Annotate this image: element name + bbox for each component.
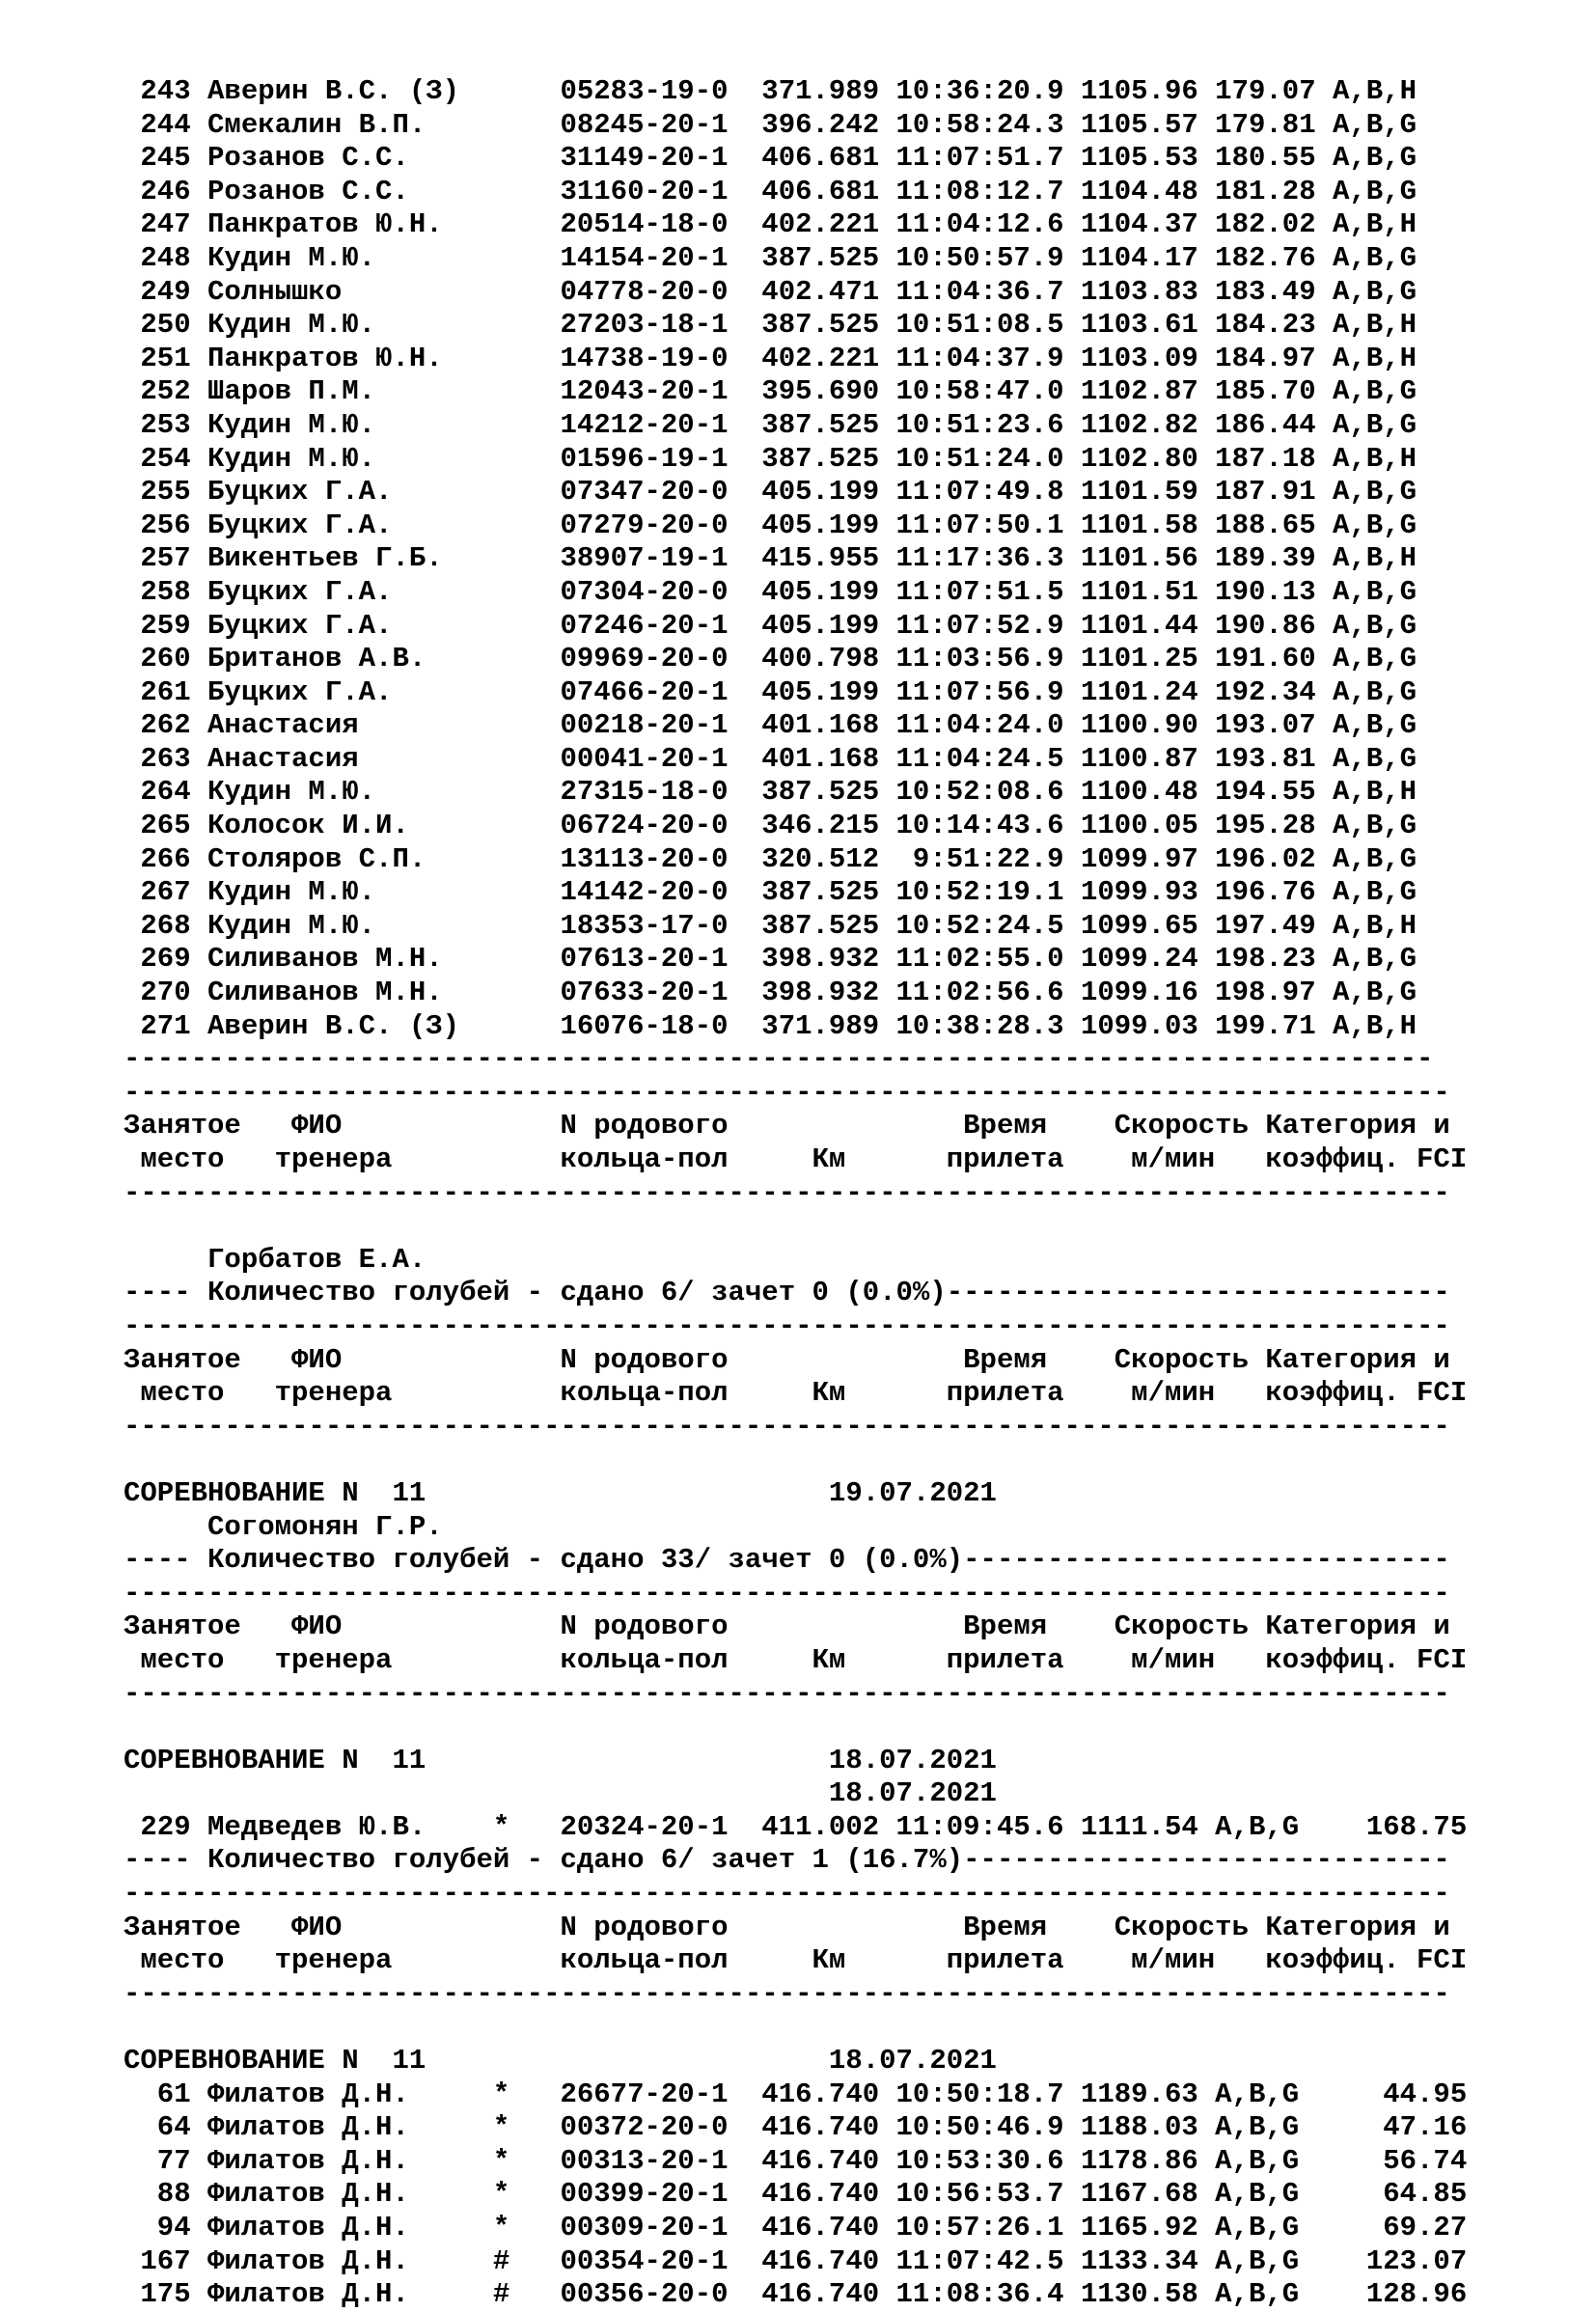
text-line: 252 Шаров П.М. 12043-20-1 395.690 10:58:47.0 1102.87 185.70 A,B,G — [124, 375, 1417, 408]
text-line: место тренера кольца-пол Км прилета м/мин коэффиц. FCI — [124, 1944, 1468, 1977]
text-line: ---- Количество голубей - сдано 33/ зачет 0 (0.0%)----------------------------- — [124, 1544, 1450, 1577]
text-line: ---- Количество голубей - сдано 6/ зачет 0 (0.0%)------------------------------ — [124, 1277, 1450, 1309]
text-line: 265 Колосок И.И. 06724-20-0 346.215 10:14:43.6 1100.05 195.28 A,B,G — [124, 810, 1417, 842]
text-line: 77 Филатов Д.Н. * 00313-20-1 416.740 10:53:30.6 1178.86 A,B,G 56.74 — [124, 2144, 1468, 2177]
text-line: 175 Филатов Д.Н. # 00356-20-0 416.740 11:08:36.4 1130.58 A,B,G 128.96 — [124, 2278, 1468, 2311]
text-line: 94 Филатов Д.Н. * 00309-20-1 416.740 10:57:26.1 1165.92 A,B,G 69.27 — [124, 2212, 1468, 2243]
text-line: 248 Кудин М.Ю. 14154-20-1 387.525 10:50:57.9 1104.17 182.76 A,B,G — [124, 241, 1417, 274]
text-line: 64 Филатов Д.Н. * 00372-20-0 416.740 10:50:46.9 1188.03 A,B,G 47.16 — [124, 2111, 1468, 2144]
text-line: ---- Количество голубей - сдано 6/ зачет 1 (16.7%)----------------------------- — [124, 1844, 1450, 1877]
text-line: 264 Кудин М.Ю. 27315-18-0 387.525 10:52:08.6 1100.48 194.55 A,B,H — [124, 776, 1417, 809]
text-line: 88 Филатов Д.Н. * 00399-20-1 416.740 10:56:53.7 1167.68 A,B,G 64.85 — [124, 2178, 1468, 2211]
text-line: Занятое ФИО N родового Время Скорость Категория и — [124, 1610, 1450, 1643]
text-line: 61 Филатов Д.Н. * 26677-20-1 416.740 10:50:18.7 1189.63 A,B,G 44.95 — [124, 2078, 1468, 2110]
text-line: ------------------------------------------------------------------------------- — [124, 1410, 1450, 1443]
text-line: 251 Панкратов Ю.Н. 14738-19-0 402.221 11:04:37.9 1103.09 184.97 A,B,H — [124, 342, 1417, 374]
text-line: место тренера кольца-пол Км прилета м/мин коэффиц. FCI — [124, 1377, 1468, 1410]
text-line: 267 Кудин М.Ю. 14142-20-0 387.525 10:52:19.1 1099.93 196.76 A,B,G — [124, 876, 1417, 909]
text-line: 229 Медведев Ю.В. * 20324-20-1 411.002 11:09:45.6 1111.54 A,B,G 168.75 — [124, 1810, 1468, 1843]
text-line: ------------------------------------------------------------------------------- — [124, 1577, 1450, 1610]
text-line — [124, 1210, 1467, 1244]
text-line — [124, 2011, 1467, 2045]
text-line: 259 Буцких Г.А. 07246-20-1 405.199 11:07:52.9 1101.44 190.86 A,B,G — [124, 609, 1417, 642]
text-line: 246 Розанов С.С. 31160-20-1 406.681 11:08:12.7 1104.48 181.28 A,B,G — [124, 175, 1417, 207]
text-line: ------------------------------------------------------------------------------- — [124, 1977, 1450, 2010]
text-line: 261 Буцких Г.А. 07466-20-1 405.199 11:07:56.9 1101.24 192.34 A,B,G — [124, 675, 1417, 708]
text-line: ------------------------------------------------------------------------------- — [124, 1677, 1450, 1710]
text-line: Занятое ФИО N родового Время Скорость Категория и — [124, 1110, 1450, 1142]
text-line: 245 Розанов С.С. 31149-20-1 406.681 11:07:51.7 1105.53 180.55 A,B,G — [124, 142, 1417, 175]
text-line — [124, 1711, 1467, 1745]
text-line: ------------------------------------------------------------------------------ — [124, 1043, 1434, 1076]
text-line: 249 Солнышко 04778-20-0 402.471 11:04:36.7 1103.83 183.49 A,B,G — [124, 275, 1417, 308]
text-line: ------------------------------------------------------------------------------- — [124, 1309, 1450, 1342]
results-document — [124, 75, 1467, 2312]
text-line: Горбатов Е.А. — [124, 1243, 427, 1276]
text-line: 271 Аверин В.С. (З) 16076-18-0 371.989 10:38:28.3 1099.03 199.71 A,B,H — [124, 1009, 1417, 1042]
text-line: ------------------------------------------------------------------------------- — [124, 1176, 1450, 1209]
text-line: Занятое ФИО N родового Время Скорость Категория и — [124, 1343, 1450, 1376]
text-line: СОРЕВНОВАНИЕ N 11 18.07.2021 — [124, 1744, 997, 1776]
text-line: ------------------------------------------------------------------------------- — [124, 1878, 1450, 1911]
text-line: 18.07.2021 — [124, 1777, 997, 1810]
text-line: 257 Викентьев Г.Б. 38907-19-1 415.955 11:17:36.3 1101.56 189.39 A,B,H — [124, 542, 1417, 575]
text-line: 268 Кудин М.Ю. 18353-17-0 387.525 10:52:24.5 1099.65 197.49 A,B,H — [124, 909, 1417, 942]
text-line — [124, 1444, 1467, 1477]
text-line: 270 Силиванов М.Н. 07633-20-1 398.932 11:02:56.6 1099.16 198.97 A,B,G — [124, 977, 1417, 1009]
text-line: Занятое ФИО N родового Время Скорость Категория и — [124, 1911, 1450, 1943]
text-line: 253 Кудин М.Ю. 14212-20-1 387.525 10:51:23.6 1102.82 186.44 A,B,G — [124, 408, 1417, 441]
text-line: 258 Буцких Г.А. 07304-20-0 405.199 11:07:51.5 1101.51 190.13 A,B,G — [124, 575, 1417, 608]
text-line: 263 Анастасия 00041-20-1 401.168 11:04:24.5 1100.87 193.81 A,B,G — [124, 742, 1417, 775]
text-line: 262 Анастасия 00218-20-1 401.168 11:04:24.0 1100.90 193.07 A,B,G — [124, 709, 1417, 742]
text-line: 269 Силиванов М.Н. 07613-20-1 398.932 11:02:55.0 1099.24 198.23 A,B,G — [124, 943, 1417, 976]
text-line: место тренера кольца-пол Км прилета м/мин коэффиц. FCI — [124, 1143, 1468, 1175]
text-line: СОРЕВНОВАНИЕ N 11 19.07.2021 — [124, 1476, 997, 1509]
text-line: 247 Панкратов Ю.Н. 20514-18-0 402.221 11:04:12.6 1104.37 182.02 A,B,H — [124, 208, 1417, 241]
text-line: 266 Столяров С.П. 13113-20-0 320.512 9:51:22.9 1099.97 196.02 A,B,G — [124, 842, 1417, 875]
text-line: ------------------------------------------------------------------------------- — [124, 1076, 1450, 1109]
text-line: 243 Аверин В.С. (З) 05283-19-0 371.989 10:36:20.9 1105.96 179.07 A,B,H — [124, 75, 1417, 107]
text-line: Согомонян Г.Р. — [124, 1510, 443, 1543]
text-line: 250 Кудин М.Ю. 27203-18-1 387.525 10:51:08.5 1103.61 184.23 A,B,H — [124, 309, 1417, 342]
text-line: 260 Британов А.В. 09969-20-0 400.798 11:03:56.9 1101.25 191.60 A,B,G — [124, 643, 1417, 675]
text-line: 255 Буцких Г.А. 07347-20-0 405.199 11:07:49.8 1101.59 187.91 A,B,G — [124, 476, 1417, 509]
text-line: 244 Смекалин В.П. 08245-20-1 396.242 10:58:24.3 1105.57 179.81 A,B,G — [124, 108, 1417, 141]
text-line: 256 Буцких Г.А. 07279-20-0 405.199 11:07:50.1 1101.58 188.65 A,B,G — [124, 509, 1417, 541]
text-line: место тренера кольца-пол Км прилета м/мин коэффиц. FCI — [124, 1643, 1468, 1676]
text-line: 254 Кудин М.Ю. 01596-19-1 387.525 10:51:24.0 1102.80 187.18 A,B,H — [124, 442, 1417, 475]
text-line: СОРЕВНОВАНИЕ N 11 18.07.2021 — [124, 2045, 997, 2078]
text-line: 167 Филатов Д.Н. # 00354-20-1 416.740 11:07:42.5 1133.34 A,B,G 123.07 — [124, 2244, 1468, 2277]
